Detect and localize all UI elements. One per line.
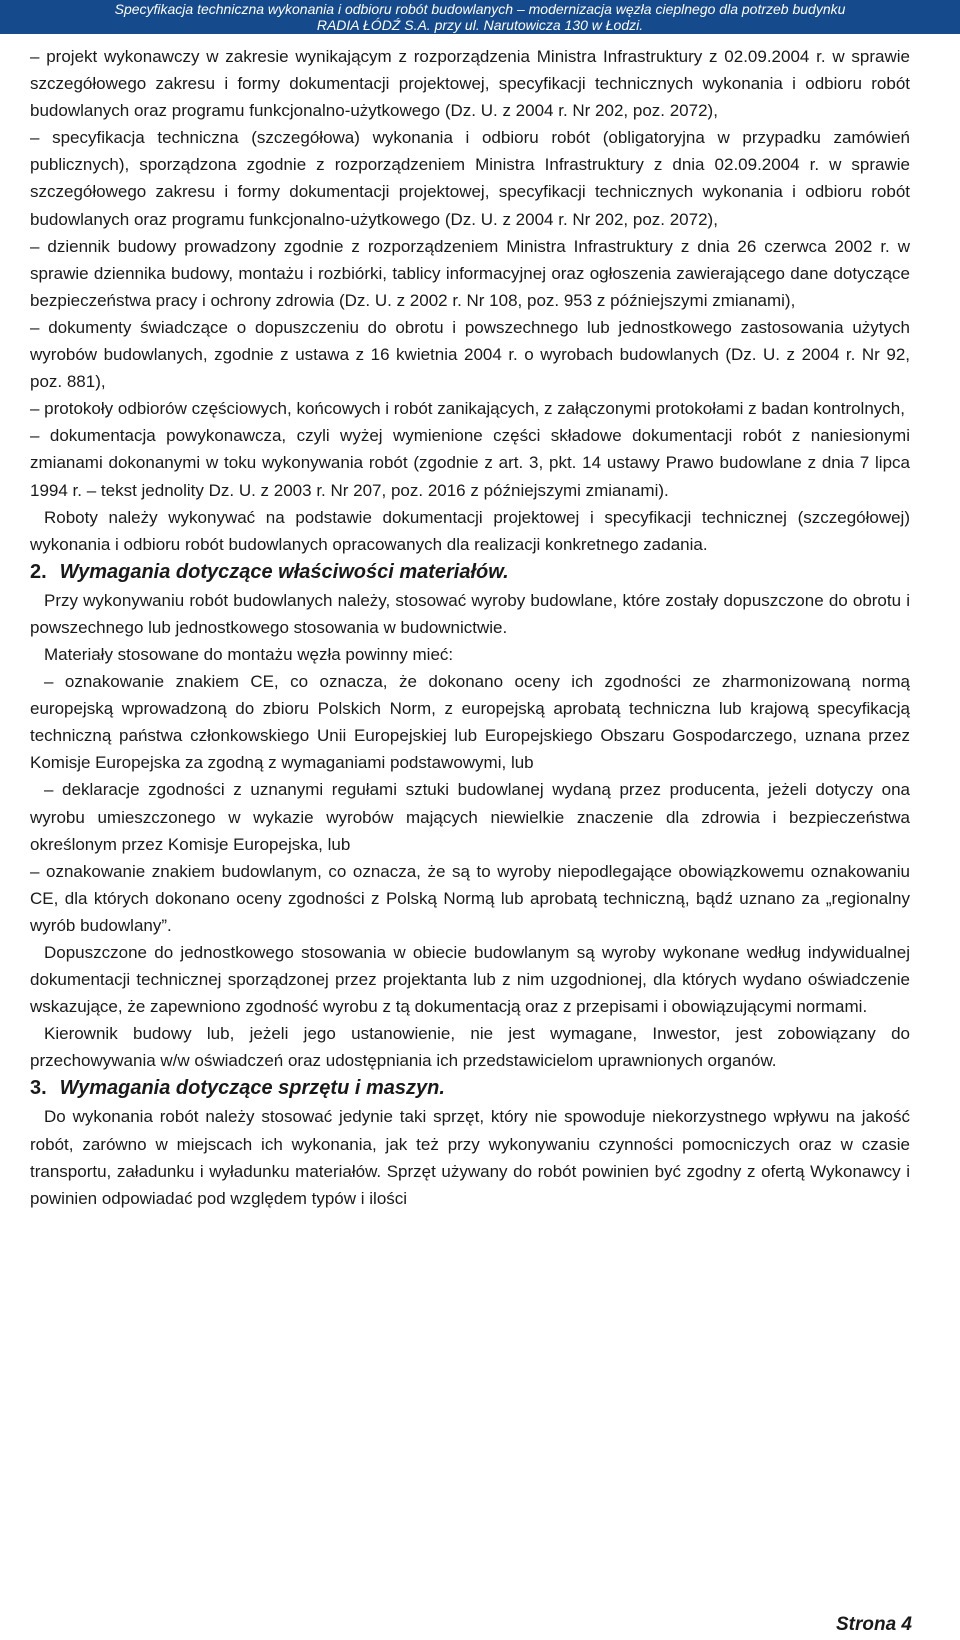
page-number: Strona 4	[835, 1614, 912, 1635]
paragraph: Przy wykonywaniu robót budowlanych należy, stosować wyroby budowlane, które zostały dopuszczone do obrotu i powszechnego lub jednostkowego stosowania w budownictwie.	[30, 590, 910, 637]
header-line-1: Specyfikacja techniczna wykonania i odbioru robót budowlanych – modernizacja węzła cieplnego dla potrzeb budynku	[114, 1, 846, 17]
paragraph: Kierownik budowy lub, jeżeli jego ustanowienie, nie jest wymagane, Inwestor, jest zobowiązany do przechowywania w/w oświadczeń oraz udostępniania ich przedstawicielom uprawnionych organów.	[30, 1024, 910, 1071]
list-item: – deklaracje zgodności z uznanymi regułami sztuki budowlanej wydaną przez producenta, jeżeli dotyczy ona wyrobu umieszczonego w wykazie wyrobów mających niewielkie znaczenie dla zdrowia i bezpieczeństwa określonym przez Komisje Europejska, lub	[30, 780, 910, 854]
section-title: Wymagania dotyczące właściwości materiałów.	[59, 560, 509, 583]
list-item: – dokumentacja powykonawcza, czyli wyżej wymienione części składowe dokumentacji robót z naniesionymi zmianami dokonanymi w toku wykonywania robót (zgodnie z art. 3, pkt. 14 ustawy Prawo budowlane z dnia 7 lipca 1994 r. – tekst jednolity Dz. U. z 2003 r. Nr 207, poz. 2016 z późniejszymi zmianami).	[30, 426, 910, 500]
list-item: – oznakowanie znakiem budowlanym, co oznacza, że są to wyroby niepodlegające obowiązkowemu oznakowaniu CE, dla których dokonano oceny zgodności z Polską Normą lub aprobatą techniczną, bądź uznano za „regionalny wyrób budowlany”.	[30, 861, 910, 935]
header-line-2: RADIA ŁÓDŹ S.A. przy ul. Narutowicza 130 w Łodzi.	[316, 17, 644, 33]
section-number: 2.	[30, 560, 47, 583]
paragraph: Dopuszczone do jednostkowego stosowania w obiecie budowlanym są wyroby wykonane według indywidualnej dokumentacji technicznej sporządzonej przez projektanta lub z nim uzgodnionej, dla których wydano oświadczenie wskazujące, że zapewniono zgodność wyrobu z tą dokumentacją oraz z przepisami i obowiązującymi normami.	[30, 943, 910, 1017]
list-item: – projekt wykonawczy w zakresie wynikającym z rozporządzenia Ministra Infrastruktury z 02.09.2004 r. w sprawie szczegółowego zakresu i formy dokumentacji projektowej, specyfikacji technicznych wykonania i odbioru robót budowlanych oraz programu funkcjonalno-użytkowego (Dz. U. z 2004 r. Nr 202, poz. 2072),	[30, 47, 910, 121]
section-heading	[30, 1074, 910, 1103]
paragraph: Roboty należy wykonywać na podstawie dokumentacji projektowej i specyfikacji technicznej (szczegółowej) wykonania i odbioru robót budowlanych opracowanych dla realizacji konkretnego zadania.	[30, 507, 910, 554]
document-body	[30, 43, 910, 1212]
list-item: – specyfikacja techniczna (szczegółowa) wykonania i odbioru robót (obligatoryjna w przypadku zamówień publicznych), sporządzona zgodnie z rozporządzeniem Ministra Infrastruktury z dnia 02.09.2004 r. w sprawie szczegółowego zakresu i formy dokumentacji projektowej, specyfikacji technicznych wykonania i odbioru robót budowlanych oraz programu funkcjonalno-użytkowego (Dz. U. z 2004 r. Nr 202, poz. 2072),	[30, 128, 910, 229]
list-item: – oznakowanie znakiem CE, co oznacza, że dokonano oceny ich zgodności ze zharmonizowaną normą europejską wprowadzoną do zbioru Polskich Norm, z europejską aprobatą techniczna lub krajową specyfikacją techniczną państwa członkowskiego Unii Europejskiej lub Europejskiego Obszaru Gospodarczego, uznana przez Komisje Europejska za zgodną z wymaganiami podstawowymi, lub	[30, 672, 910, 773]
section-heading	[30, 558, 910, 587]
list-item: – dokumenty świadczące o dopuszczeniu do obrotu i powszechnego lub jednostkowego zastosowania użytych wyrobów budowlanych, zgodnie z ustawa z 16 kwietnia 2004 r. o wyrobach budowlanych (Dz. U. z 2004 r. Nr 92, poz. 881),	[30, 317, 910, 392]
list-item: – dziennik budowy prowadzony zgodnie z rozporządzeniem Ministra Infrastruktury z dnia 26 czerwca 2002 r. w sprawie dziennika budowy, montażu i rozbiórki, tablicy informacyjnej oraz ogłoszenia zawierającego dane dotyczące bezpieczeństwa pracy i ochrony zdrowia (Dz. U. z 2002 r. Nr 108, poz. 953 z późniejszymi zmianami),	[30, 236, 910, 310]
section-title: Wymagania dotyczące sprzętu i maszyn.	[59, 1077, 445, 1100]
section-number: 3.	[30, 1077, 47, 1100]
paragraph: Materiały stosowane do montażu węzła powinny mieć:	[44, 644, 454, 664]
paragraph: Do wykonania robót należy stosować jedynie taki sprzęt, który nie spowoduje niekorzystnego wpływu na jakość robót, zarówno w miejscach ich wykonania, jak też przy wykonywaniu czynności pomocniczych oraz w czasie transportu, załadunku i wyładunku materiałów. Sprzęt używany do robót powinien być zgodny z ofertą Wykonawcy i powinien odpowiadać pod względem typów i ilości	[30, 1107, 910, 1208]
page-header	[0, 0, 960, 34]
list-item: – protokoły odbiorów częściowych, końcowych i robót zanikających, z załączonymi protokołami z badan kontrolnych,	[30, 399, 905, 419]
